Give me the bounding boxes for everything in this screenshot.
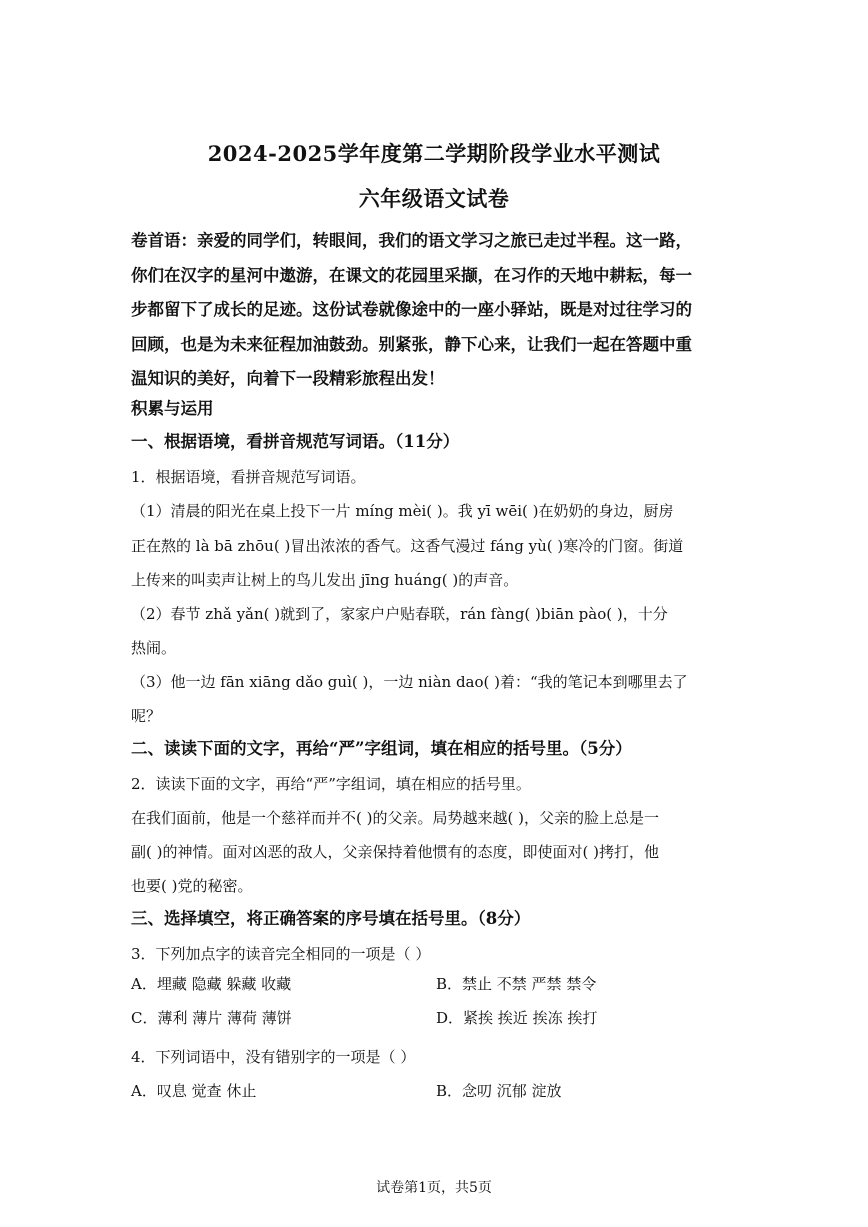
exam-subtitle: 六年级语文试卷 (358, 186, 510, 211)
preface-line: 温知识的美好，向着下一段精彩旅程出发！ (131, 369, 445, 389)
question-3-option-a: A．埋藏 隐藏 躲藏 收藏 (131, 975, 292, 993)
part3-heading: 三、选择填空，将正确答案的序号填在括号里。（8分） (131, 909, 531, 928)
question-1-line: 上传来的叫卖声让树上的鸟儿发出 jīng huáng( )的声音。 (131, 571, 519, 589)
question-4-option-a: A．叹息 觉查 休止 (131, 1082, 257, 1100)
question-1-line: 呢？ (131, 707, 162, 725)
question-1-line: （2）春节 zhǎ yǎn( )就到了，家家户户贴春联，rán fàng( )biān pào( )，十分 (131, 605, 668, 623)
part2-heading: 二、读读下面的文字，再给“严”字组词，填在相应的括号里。（5分） (131, 739, 632, 758)
exam-title: 2024-2025学年度第二学期阶段学业水平测试 (207, 141, 661, 166)
question-3-option-c: C．薄利 薄片 薄荷 薄饼 (131, 1009, 292, 1027)
preface-line: 卷首语：亲爱的同学们，转眼间，我们的语文学习之旅已走过半程。这一路， (131, 231, 692, 250)
preface-line: 你们在汉字的星河中遨游，在课文的花园里采撷，在习作的天地中耕耘，每一 (131, 265, 692, 285)
preface (131, 224, 741, 397)
question-1-line: 正在熬的 là bā zhōu( )冒出浓浓的香气。这香气漫过 fáng yù( )寒冷的门窗。街道 (131, 537, 684, 555)
question-3-stem: 3．下列加点字的读音完全相同的一项是（ ） (131, 945, 431, 963)
page-footer: 试卷第1页，共5页 (376, 1180, 492, 1196)
preface-line: 步都留下了成长的足迹。这份试卷就像途中的一座小驿站，既是对过往学习的 (131, 300, 692, 320)
question-1-line: （1）清晨的阳光在桌上投下一片 míng mèi( )。我 yī wēi( )在奶奶的身边，厨房 (131, 502, 674, 520)
question-4-stem: 4．下列词语中，没有错别字的一项是（ ） (131, 1048, 416, 1066)
question-1-stem: 1．根据语境，看拼音规范写词语。 (131, 468, 366, 486)
question-3-option-d: D．紧挨 挨近 挨冻 挨打 (436, 1009, 598, 1027)
question-2-line: 也要( )党的秘密。 (131, 877, 253, 895)
question-2-line: 副( )的神情。面对凶恶的敌人，父亲保持着他惯有的态度，即使面对( )拷打，他 (131, 843, 659, 861)
question-1-line: 热闹。 (131, 639, 177, 657)
question-4-option-b: B．念叨 沉郁 淀放 (436, 1082, 562, 1100)
preface-line: 回顾，也是为未来征程加油鼓劲。别紧张，静下心来，让我们一起在答题中重 (131, 334, 692, 354)
section-title: 积累与运用 (131, 399, 214, 418)
question-1-line: （3）他一边 fān xiāng dǎo guì( )，一边 niàn dao( )着：“我的笔记本到哪里去了 (131, 673, 688, 691)
part1-heading: 一、根据语境，看拼音规范写词语。（11分） (131, 432, 460, 451)
question-2-stem: 2．读读下面的文字，再给“严”字组词，填在相应的括号里。 (131, 775, 531, 793)
question-3-option-b: B．禁止 不禁 严禁 禁令 (436, 975, 597, 993)
question-2-line: 在我们面前，他是一个慈祥而并不( )的父亲。局势越来越( )，父亲的脸上总是一 (131, 809, 659, 827)
